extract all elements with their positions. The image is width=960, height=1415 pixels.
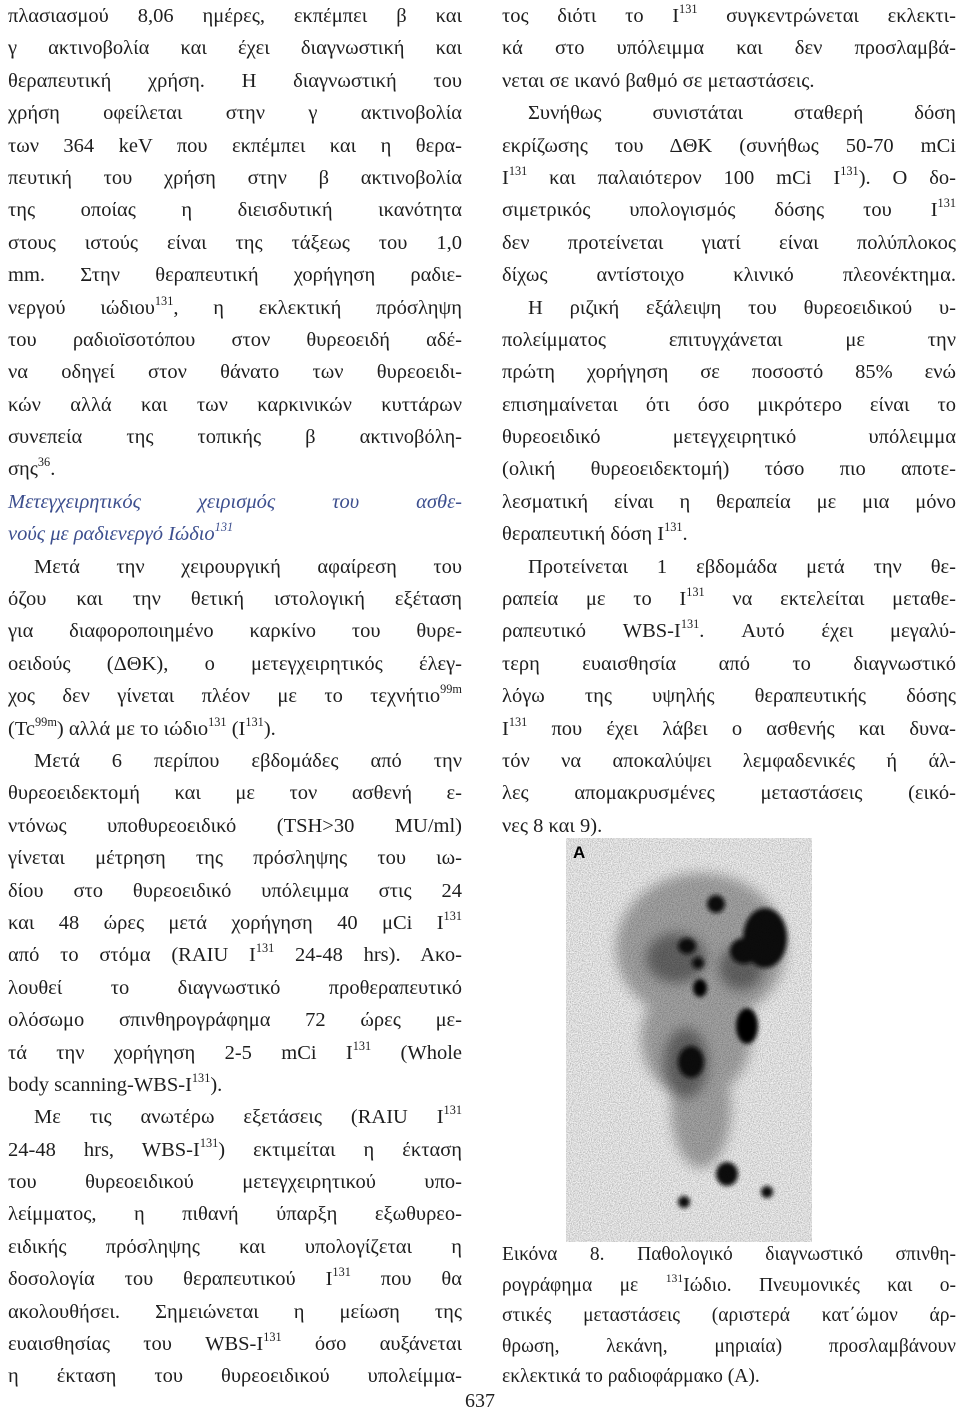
left_column-line [8, 972, 462, 1004]
right_column-line [502, 259, 956, 291]
text-run: ακολουθήσει. Σημειώνεται η μείωση της [8, 1300, 462, 1323]
left_column-line [8, 583, 462, 615]
text-run: από το στόμα (RAIU I [8, 944, 256, 967]
right_column-line [502, 32, 956, 64]
text-run: γ ακτινοβολία και έχει διαγνωστική και [8, 37, 462, 60]
superscript: 131 [245, 714, 264, 729]
right_column-line [502, 745, 956, 777]
right_column-line [502, 162, 956, 194]
superscript: 131 [679, 1, 698, 16]
text-run: ρογράφημα με [502, 1274, 666, 1296]
text-run: συγκεντρώνεται εκλεκτι- [697, 5, 956, 27]
right-column [502, 0, 956, 842]
text-run: λείμματος, η πιθανή ύπαρξη εξωθυρεο- [8, 1203, 462, 1226]
right_column-line [502, 97, 956, 129]
right_column-line [502, 583, 956, 615]
text-run: Μετά 6 περίπου εβδομάδες από την [34, 749, 462, 772]
text-run: λουθεί το διαγνωστικό προθεραπευτικό [8, 976, 462, 999]
left_column-line [8, 421, 462, 453]
superscript: 131 [443, 908, 462, 923]
text-run: δοσολογία του θεραπευτικού I [8, 1268, 333, 1291]
left_column-line [8, 194, 462, 226]
superscript: 131 [154, 293, 174, 308]
caption-line [502, 1240, 956, 1271]
text-run: θεραπευτική δόση I [502, 523, 665, 546]
text-run: Εικόνα 8. Παθολογικό διαγνωστικό σπινθη- [502, 1244, 956, 1265]
right_column-line [502, 713, 956, 745]
text-run: ) εκτιμείται η έκταση [218, 1138, 462, 1161]
superscript: 131 [664, 520, 683, 535]
superscript: 131 [255, 941, 275, 956]
left_column-line [8, 810, 462, 842]
text-run: (Whole [371, 1041, 462, 1064]
left_column-line [8, 1296, 462, 1328]
text-run: δίου στο θυρεοειδικό υπόλειμμα στις 24 [8, 879, 462, 902]
right_column-line [502, 194, 956, 226]
text-run: ) αλλά με το ιώδιο [56, 717, 209, 740]
superscript: 131 [214, 520, 234, 535]
superscript: 131 [680, 617, 700, 632]
text-run: για διαφοροποιημένο καρκίνο του θυρε- [8, 620, 462, 643]
text-run: , η εκλεκτική πρόσληψη [173, 296, 462, 319]
right_column-line [502, 227, 956, 259]
text-run: του ραδιοϊσοτόπου στον θυρεοειδή αδέ- [8, 328, 462, 351]
text-run: (ολική θυρεοειδεκτομή) τόσο πιο αποτε- [502, 458, 956, 481]
text-run: που θα [350, 1268, 462, 1291]
text-run: όζου και την θετική ιστολογική εξέταση [8, 588, 462, 611]
text-run: 24-48 hrs). Ακο- [274, 944, 462, 967]
left_column-line [8, 486, 462, 518]
text-run: δίχως αντίστοιχο κλινικό πλεονέκτημα. [502, 264, 956, 287]
left_column-line [8, 130, 462, 162]
text-run: οειδούς (ΔΘΚ), ο μετεγχειρητικός έλεγ- [8, 652, 462, 675]
text-run: στικές μεταστάσεις (αριστερά κατ΄ώμον άρ- [502, 1305, 956, 1326]
text-run: Ιώδιο. Πνευμονικές και ο- [683, 1274, 957, 1296]
text-run: όσο αυξάνεται [281, 1333, 463, 1356]
scintigram-figure [566, 838, 812, 1242]
left_column-line [8, 1004, 462, 1036]
text-run: 24-48 hrs, WBS-I [8, 1138, 200, 1161]
superscript: 131 [208, 714, 227, 729]
superscript: 131 [665, 1271, 684, 1285]
text-run: τά την χορήγηση 2-5 mCi I [8, 1041, 353, 1064]
text-run: κά στο υπόλειμμα και δεν προσλαμβά- [502, 37, 956, 60]
text-run: τόν να αποκαλύψει λεμφαδενικές ή άλ- [502, 749, 956, 772]
superscript: 131 [686, 584, 705, 599]
text-run: Η ριζική εξάλειψη του θυρεοειδικού υ- [528, 296, 956, 319]
text-run: I [502, 717, 509, 740]
left_column-line [8, 97, 462, 129]
text-run: ραπεία με το I [502, 588, 687, 611]
text-run: στους ιστούς είναι της τάξεως του 1,0 [8, 231, 462, 254]
left_column-line [8, 907, 462, 939]
text-run: Προτείνεται 1 εβδομάδα μετά την θε- [528, 555, 956, 578]
text-run: η έκταση του θυρεοειδικού υπολείμμα- [8, 1365, 462, 1388]
text-run: συνεπεία της τοπικής β ακτινοβόλη- [8, 426, 462, 449]
text-run: χρήση οφείλεται στην γ ακτινοβολία [8, 102, 462, 125]
text-run: σιμετρικός υπολογισμός δόσης του I [502, 199, 938, 222]
text-run: πευτική του χρήση στην β ακτινοβολία [8, 166, 462, 189]
left_column-line [8, 615, 462, 647]
left_column-line [8, 324, 462, 356]
text-run: ). Ο δο- [858, 166, 956, 189]
text-run: ντόνως υποθυρεοειδικό (TSH>30 MU/ml) [8, 814, 462, 837]
left_column-line [8, 745, 462, 777]
text-run: θεραπευτική χρήση. Η διαγνωστική του [8, 69, 462, 92]
superscript: 131 [263, 1329, 282, 1344]
left_column-line [8, 939, 462, 971]
caption-line [502, 1362, 956, 1393]
left_column-line [8, 777, 462, 809]
left_column-line [8, 389, 462, 421]
right_column-line [502, 421, 956, 453]
right_column-line [502, 453, 956, 485]
left_column-line [8, 259, 462, 291]
left_column-line [8, 356, 462, 388]
text-run: να εκτελείται μεταθε- [704, 588, 956, 611]
left_column-line [8, 713, 462, 745]
left_column-line [8, 65, 462, 97]
text-run: νεργού ιώδιου [8, 296, 155, 319]
text-run: Μετά την χειρουργική αφαίρεση του [34, 555, 462, 578]
left_column-line [8, 32, 462, 64]
text-run: της οποίας η διεισδυτική ικανότητα [8, 199, 462, 222]
figure-panel-label: A [573, 843, 586, 862]
caption-line [502, 1301, 956, 1332]
left_column-line [8, 1263, 462, 1295]
text-run: . [682, 523, 688, 546]
right_column-line [502, 356, 956, 388]
text-run: δεν προτείνεται γιατί είναι πολύπλοκος [502, 231, 956, 254]
text-run: πρώτη χορήγηση σε ποσοστό 85% ενώ [502, 361, 956, 384]
left_column-line [8, 1328, 462, 1360]
superscript: 99m [35, 714, 57, 729]
right_column-line [502, 130, 956, 162]
left_column-line [8, 1198, 462, 1230]
left_column-line [8, 680, 462, 712]
superscript: 131 [352, 1038, 372, 1053]
right_column-line [502, 680, 956, 712]
left_column-line [8, 292, 462, 324]
caption-line [502, 1332, 956, 1363]
superscript: 131 [443, 1103, 462, 1118]
text-run: . [50, 458, 56, 481]
caption-line [502, 1271, 956, 1302]
text-run: τος διότι το I [502, 5, 680, 27]
text-run: ευαισθησίας του WBS-I [8, 1333, 264, 1356]
left_column-line [8, 0, 462, 32]
text-run: Συνήθως συνιστάται σταθερή δόση [528, 102, 956, 125]
left_column-line [8, 227, 462, 259]
text-run: . Αυτό έχει μεγαλύ- [699, 620, 956, 643]
text-run: του θυρεοειδικού μετεγχειρητικού υπο- [8, 1171, 462, 1194]
figure-caption [502, 1240, 956, 1393]
superscript: 131 [508, 163, 528, 178]
left-column [8, 0, 462, 1393]
superscript: 131 [937, 196, 956, 211]
page-number: 637 [465, 1390, 495, 1412]
right_column-line [502, 65, 956, 97]
text-run: ). [210, 1073, 223, 1096]
right_column-line [502, 292, 956, 324]
superscript: 131 [199, 1135, 219, 1150]
right_column-line [502, 615, 956, 647]
text-run: χος δεν γίνεται πλέον με το τεχνήτιο [8, 685, 441, 708]
text-run: Μετεγχειρητικός χειρισμός του ασθε- [8, 490, 462, 513]
text-run: λεσματική είναι η θεραπεία με μια μόνο [502, 490, 956, 513]
text-run: λόγω της υψηλής θεραπευτικής δόσης [502, 685, 956, 708]
text-run: πλασιασμού 8,06 ημέρες, εκπέμπει β και [8, 5, 462, 27]
text-run: body scanning-WBS-I [8, 1073, 192, 1096]
left_column-line [8, 1134, 462, 1166]
left_column-line [8, 551, 462, 583]
text-run: τερη ευαισθησία από το διαγνωστικό [502, 652, 956, 675]
right_column-line [502, 777, 956, 809]
text-run: εκλεκτικά το ραδιοφάρμακο (Α). [502, 1366, 760, 1387]
text-run: (I [226, 717, 246, 740]
text-run: γίνεται μέτρηση της πρόσληψης του ιω- [8, 847, 462, 870]
superscript: 131 [332, 1265, 351, 1280]
right_column-line [502, 0, 956, 32]
text-run: λες απομακρυσμένες μεταστάσεις (εικό- [502, 782, 956, 805]
right_column-line [502, 324, 956, 356]
left_column-line [8, 1069, 462, 1101]
text-run: κών αλλά και των καρκινικών κυττάρων [8, 393, 462, 416]
text-run: εκρίζωσης του ΔΘΚ (συνήθως 50-70 mCi [502, 134, 956, 157]
text-run: νούς με ραδιενεργό Ιώδιο [8, 523, 215, 546]
left_column-line [8, 842, 462, 874]
text-run: mm. Στην θεραπευτική χορήγηση ραδιε- [8, 264, 462, 287]
right_column-line [502, 389, 956, 421]
right_column-line [502, 648, 956, 680]
text-run: και παλαιότερον 100 mCi I [527, 166, 841, 189]
superscript: 131 [508, 714, 528, 729]
superscript: 99m [440, 681, 462, 696]
text-run: θυρεοειδεκτομή και με τον ασθενή ε- [8, 782, 462, 805]
text-run: σης [8, 458, 38, 481]
text-run: ολόσωμο σπινθηρογράφημα 72 ώρες με- [8, 1009, 462, 1032]
text-run: Με τις ανωτέρω εξετάσεις (RAIU I [34, 1106, 444, 1129]
right_column-line [502, 518, 956, 550]
text-run: να οδηγεί στον θάνατο των θυρεοειδι- [8, 361, 462, 384]
text-run: πολείμματος επιτυγχάνεται με την [502, 328, 956, 351]
text-run: που έχει λάβει ο ασθενής και δυνα- [527, 717, 956, 740]
text-run: και 48 ώρες μετά χορήγηση 40 μCi I [8, 911, 444, 934]
text-run: (Tc [8, 717, 36, 740]
left_column-line [8, 1231, 462, 1263]
text-run: θυρεοειδικό μετεγχειρητικό υπόλειμμα [502, 426, 956, 449]
text-run: I [502, 166, 509, 189]
right_column-line [502, 551, 956, 583]
left_column-line [8, 1360, 462, 1392]
text-run: νεται σε ικανό βαθμό σε μεταστάσεις. [502, 69, 815, 92]
scintigram-image [566, 838, 812, 1242]
left_column-line [8, 648, 462, 680]
left_column-line [8, 1037, 462, 1069]
text-run: ειδικής πρόσληψης και υπολογίζεται η [8, 1235, 462, 1258]
left_column-line [8, 875, 462, 907]
left_column-line [8, 453, 462, 485]
text-run: θρωση, λεκάνη, μηριαία) προσλαμβάνουν [502, 1335, 956, 1357]
text-run: των 364 keV που εκπέμπει και η θερα- [8, 134, 462, 157]
left_column-line [8, 162, 462, 194]
left_column-line [8, 518, 462, 550]
text-run: επισημαίνεται ότι όσο μικρότερο είναι το [502, 393, 956, 416]
left_column-line [8, 1101, 462, 1133]
text-run: νες 8 και 9). [502, 814, 603, 837]
superscript: 131 [191, 1070, 211, 1085]
left_column-line [8, 1166, 462, 1198]
right_column-line [502, 486, 956, 518]
text-run: ραπευτικό WBS-I [502, 620, 681, 643]
superscript: 36 [37, 455, 51, 470]
text-run: ). [263, 717, 276, 740]
superscript: 131 [840, 163, 859, 178]
